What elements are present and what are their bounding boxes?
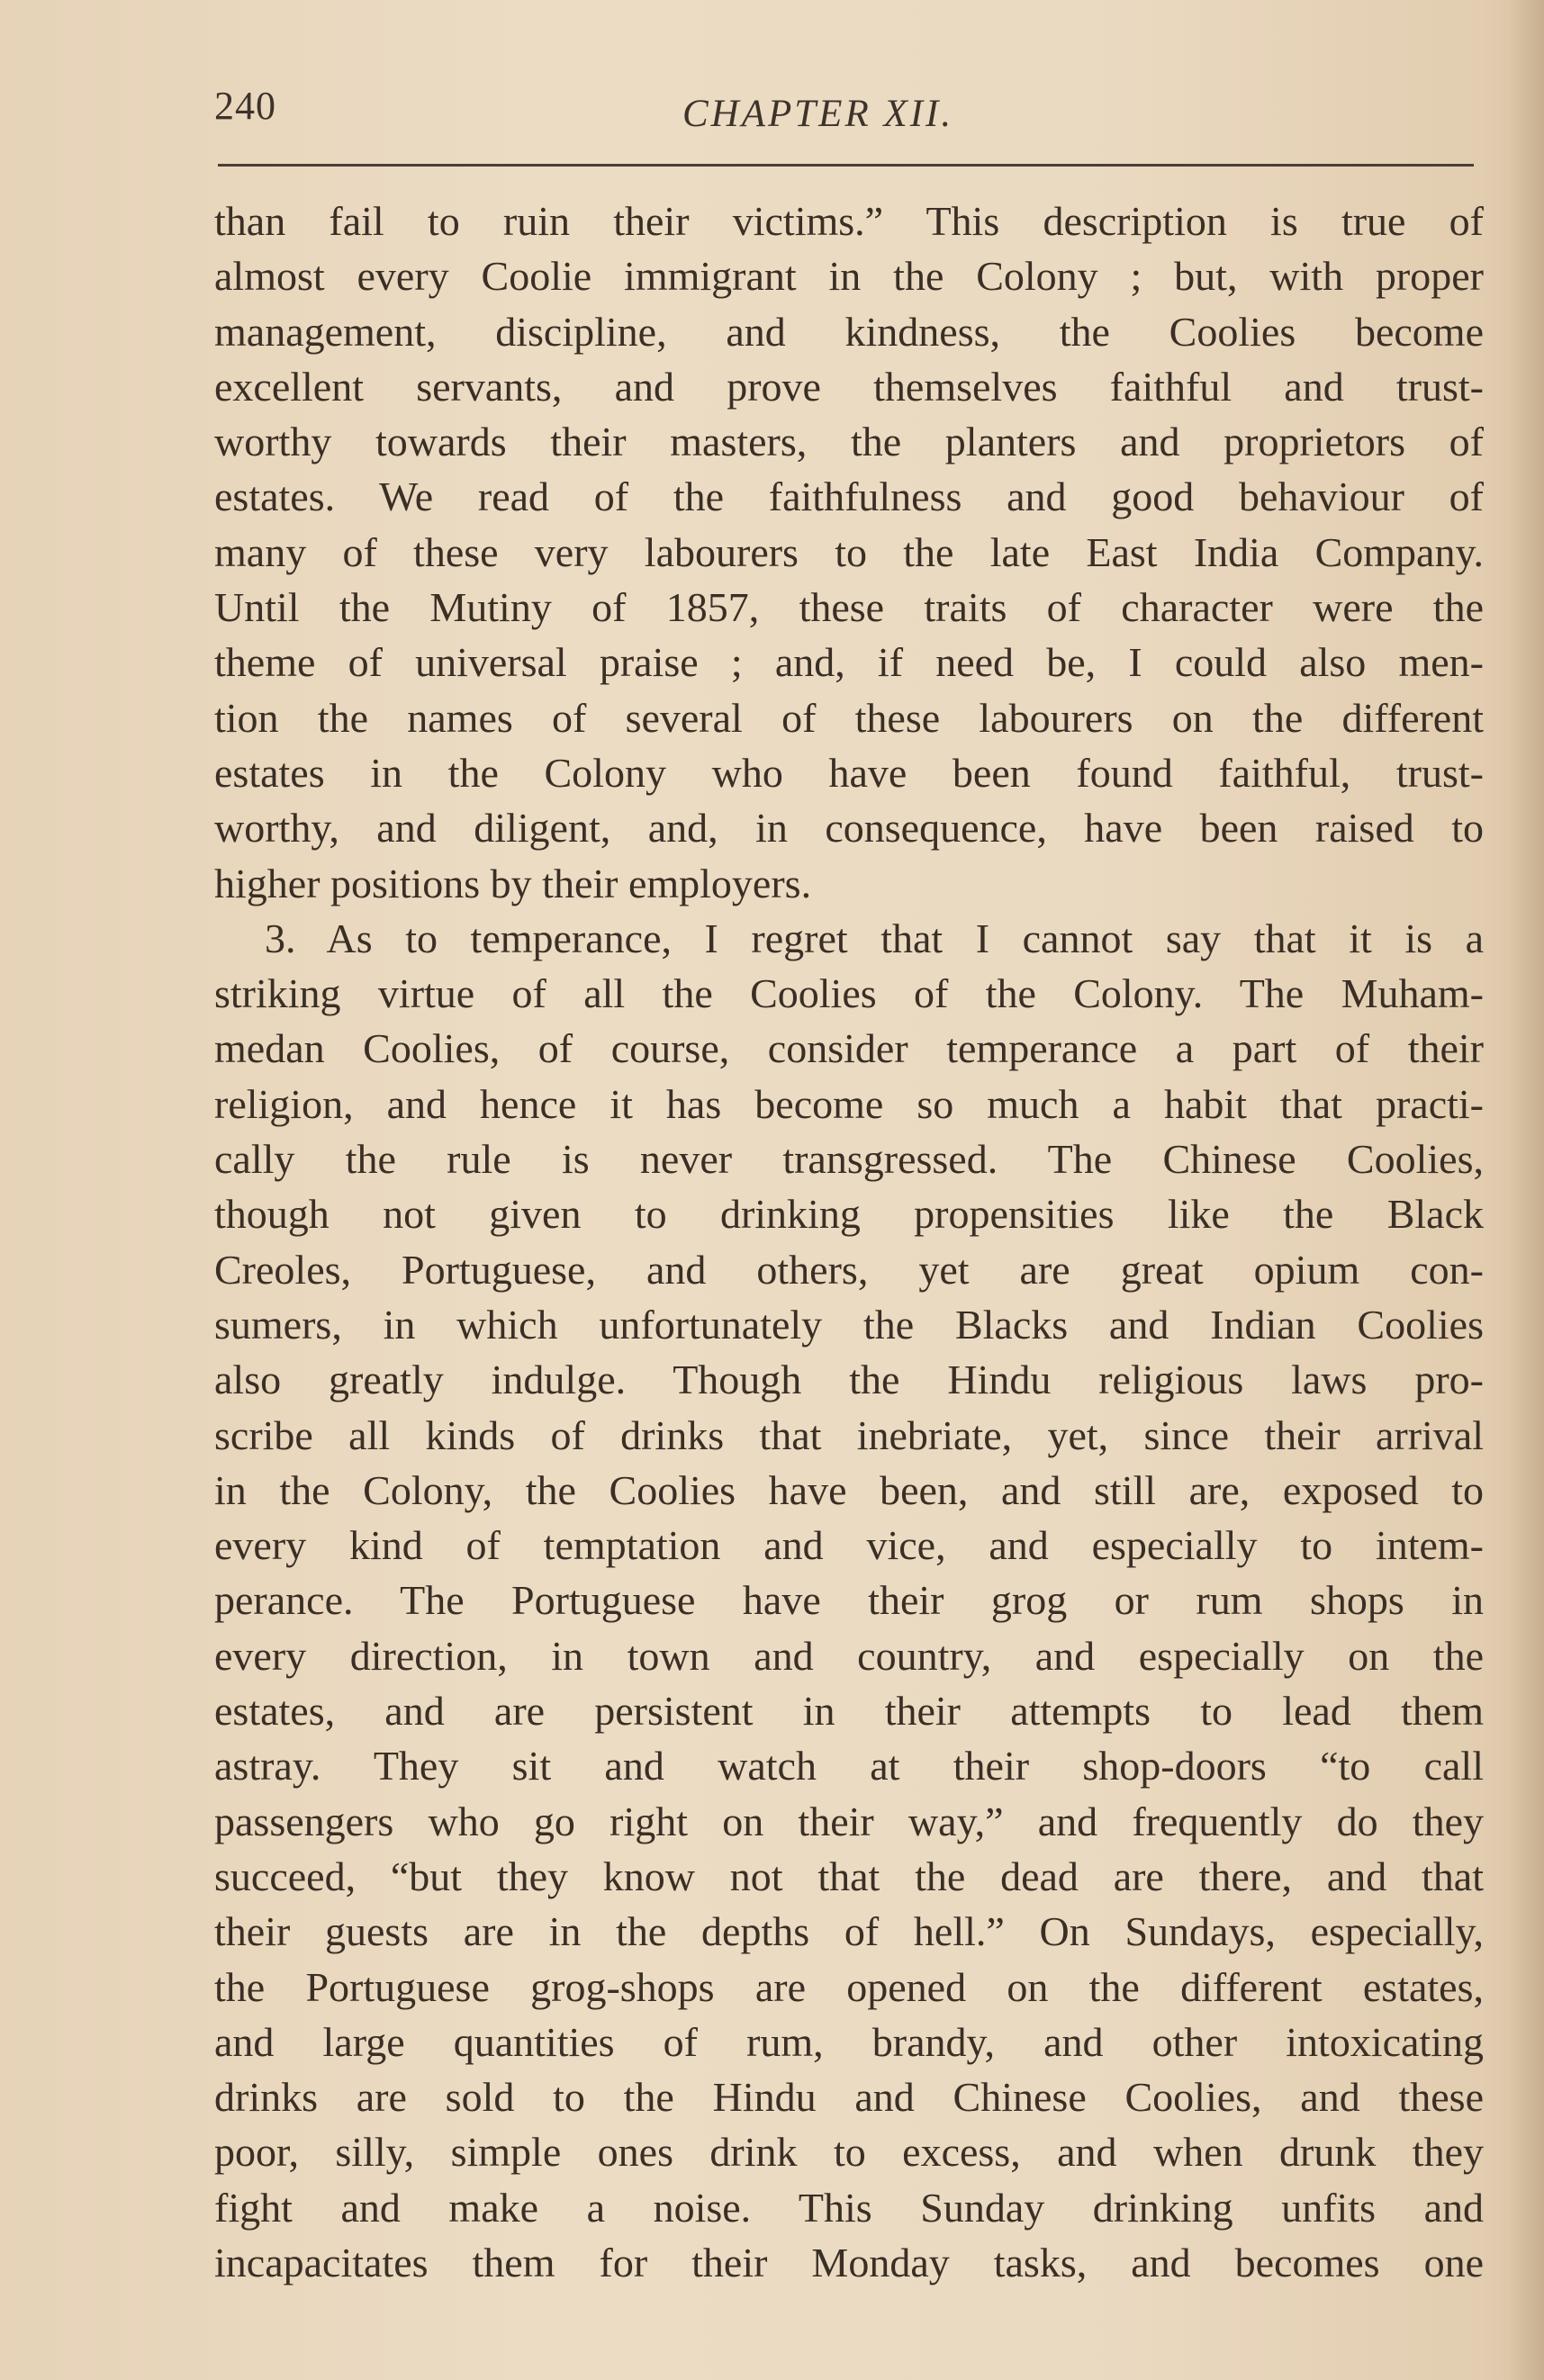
page-edge-shadow <box>1508 0 1544 2380</box>
running-head: CHAPTER XII. <box>682 93 954 135</box>
text-line: higher positions by their employers. <box>214 860 812 906</box>
text-line: many of these very labourers to the late East India Company. <box>214 528 1484 575</box>
text-line: Creoles, Portuguese, and others, yet are great opium con- <box>214 1246 1484 1293</box>
text-line: scribe all kinds of drinks that inebriate, yet, since their arrival <box>214 1411 1484 1458</box>
text-line: medan Coolies, of course, consider temperance a part of their <box>214 1025 1484 1072</box>
text-line: and large quantities of rum, brandy, and other intoxicating <box>214 2018 1484 2065</box>
page-number: 240 <box>214 84 276 128</box>
text-line: succeed, “but they know not that the dead are there, and that <box>214 1853 1484 1899</box>
text-line: passengers who go right on their way,” and frequently do they <box>214 1798 1484 1844</box>
text-line: poor, silly, simple ones drink to excess, and when drunk they <box>214 2129 1484 2176</box>
text-line: excellent servants, and prove themselves faithful and trust- <box>214 363 1484 410</box>
text-line: perance. The Portuguese have their grog or rum shops in <box>214 1577 1484 1624</box>
text-line: also greatly indulge. Though the Hindu religious laws pro- <box>214 1357 1484 1403</box>
text-line: estates in the Colony who have been found faithful, trust- <box>214 749 1484 796</box>
text-line: incapacitates them for their Monday tasks, and becomes one <box>214 2239 1484 2285</box>
text-line: fight and make a noise. This Sunday drinking unfits and <box>214 2184 1484 2231</box>
text-line: Until the Mutiny of 1857, these traits of character were the <box>214 584 1484 631</box>
text-line: astray. They sit and watch at their shop-doors “to call <box>214 1743 1484 1790</box>
text-line: theme of universal praise ; and, if need be, I could also men- <box>214 639 1484 686</box>
text-line: every direction, in town and country, and especially on the <box>214 1632 1484 1679</box>
header-rule <box>218 164 1474 167</box>
text-line: tion the names of several of these labourers on the different <box>214 694 1484 741</box>
text-line: cally the rule is never transgressed. The Chinese Coolies, <box>214 1136 1484 1183</box>
text-line: every kind of temptation and vice, and especially to intem- <box>214 1522 1484 1569</box>
text-line: 3. As to temperance, I regret that I cannot say that it is a <box>265 915 1484 961</box>
text-line: worthy, and diligent, and, in consequence, have been raised to <box>214 805 1484 852</box>
text-line: than fail to ruin their victims.” This description is true of <box>214 198 1484 244</box>
text-line: the Portuguese grog-shops are opened on the different estates, <box>214 1963 1484 2010</box>
text-line: estates. We read of the faithfulness and good behaviour of <box>214 473 1484 520</box>
text-line: almost every Coolie immigrant in the Colony ; but, with proper <box>214 253 1484 300</box>
text-line: though not given to drinking propensities like the Black <box>214 1191 1484 1238</box>
text-line: drinks are sold to the Hindu and Chinese Coolies, and these <box>214 2074 1484 2121</box>
text-line: sumers, in which unfortunately the Blacks and Indian Coolies <box>214 1301 1484 1348</box>
text-line: management, discipline, and kindness, the Coolies become <box>214 308 1484 355</box>
body-text <box>214 194 1484 2290</box>
text-line: in the Colony, the Coolies have been, and still are, exposed to <box>214 1466 1484 1513</box>
text-line: worthy towards their masters, the planters and proprietors of <box>214 419 1484 465</box>
text-line: religion, and hence it has become so much a habit that practi- <box>214 1080 1484 1127</box>
text-line: estates, and are persistent in their attempts to lead them <box>214 1688 1484 1735</box>
text-line: striking virtue of all the Coolies of the Colony. The Muham- <box>214 970 1484 1017</box>
page-header <box>214 83 1475 146</box>
text-line: their guests are in the depths of hell.” On Sundays, especially, <box>214 1908 1484 1955</box>
